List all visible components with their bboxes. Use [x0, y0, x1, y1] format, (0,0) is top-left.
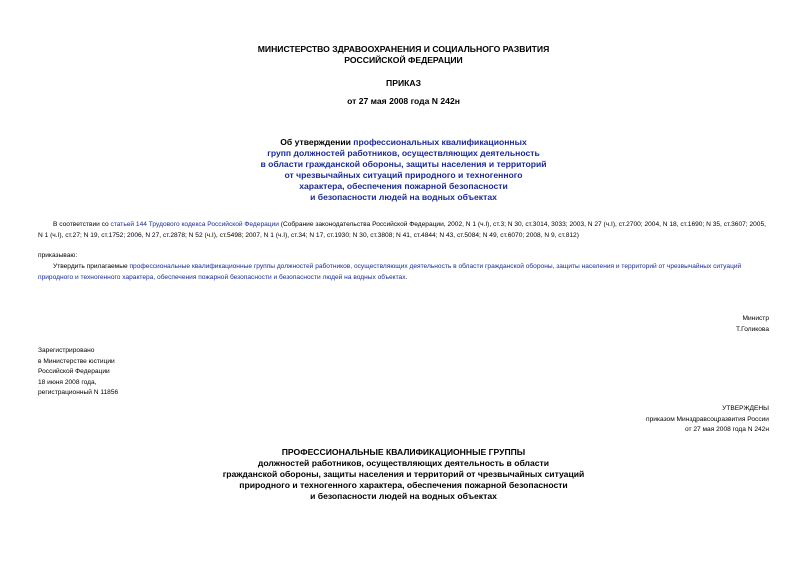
- registration-line: Российской Федерации: [38, 368, 110, 375]
- title-link-part[interactable]: в области гражданской обороны, защиты населения и территорий: [260, 159, 547, 169]
- ministry-heading: [0, 44, 807, 66]
- signature-name: Т.Голикова: [735, 325, 769, 333]
- annex-title: [0, 447, 807, 502]
- annex-title-line: и безопасности людей на водных объектах: [310, 491, 497, 501]
- registration-line: 18 июня 2008 года,: [38, 378, 97, 386]
- preamble-intro: В соответствии со: [53, 221, 111, 228]
- doc-date-number: от 27 мая 2008 года N 242н: [347, 96, 460, 106]
- title-link-part[interactable]: и безопасности людей на водных объектах: [310, 192, 497, 202]
- order-word: приказываю:: [38, 252, 78, 259]
- doc-type: ПРИКАЗ: [386, 78, 421, 88]
- annex-title-line: ПРОФЕССИОНАЛЬНЫЕ КВАЛИФИКАЦИОННЫЕ ГРУППЫ: [281, 447, 526, 457]
- registration-block: [38, 346, 118, 399]
- approved-word: УТВЕРЖДЕНЫ: [722, 405, 769, 412]
- approved-date: от 27 мая 2008 года N 242н: [684, 426, 769, 433]
- title-prefix: Об утверждении: [280, 137, 354, 147]
- annex-title-line: должностей работников, осуществляющих деятельность в области: [257, 458, 550, 468]
- signature-block: [736, 314, 769, 335]
- title-line: [0, 137, 807, 148]
- approved-by: приказом Минздравсоцразвития России: [646, 415, 769, 423]
- title-link-part[interactable]: профессиональных квалификационных: [353, 137, 527, 147]
- preamble-paragraph: [38, 220, 769, 241]
- order-intro: Утвердить прилагаемые: [53, 263, 130, 270]
- title-link-part[interactable]: групп должностей работников, осуществляющих деятельность: [267, 148, 540, 158]
- approval-block: [646, 404, 769, 436]
- annex-title-line: природного и техногенного характера, обеспечения пожарной безопасности: [239, 480, 568, 490]
- registration-line: регистрационный N 11856: [38, 389, 119, 396]
- labor-code-link[interactable]: статьей 144 Трудового кодекса Российской Федерации: [110, 221, 279, 228]
- annex-title-line: гражданской обороны, защиты населения и территорий от чрезвычайных ситуаций: [222, 469, 585, 479]
- title-link-part[interactable]: характера, обеспечения пожарной безопасности: [299, 181, 508, 191]
- order-title: [0, 137, 807, 203]
- preamble-text: (Собрание законодательства Российской Федерации, 2002, N 1 (ч.I), ст.3; N 30, ст.3014, 3033; 2003, N 27 (ч.I), ст.2700; 2004, N 18, ст.1690; N 35, ст.3607; 2005, N 1 (ч.I), ст.27; N 19, ст.1752; 2006, N 27, ст.2878; N 52 (ч.I), ст.5498; 2007, N 1 (ч.I), ст.34; N 17, ст.1930; N 30, ст.3808; N 41, ст.4844; N 43, ст.5084; N 49, ст.6070; 2008, N 9, ст.812): [38, 221, 766, 239]
- ministry-line: МИНИСТЕРСТВО ЗДРАВООХРАНЕНИЯ И СОЦИАЛЬНОГО РАЗВИТИЯ: [257, 44, 550, 54]
- ministry-line: РОССИЙСКОЙ ФЕДЕРАЦИИ: [344, 55, 463, 65]
- order-paragraph: [38, 262, 769, 283]
- order-end: .: [405, 273, 408, 281]
- signature-position: Министр: [742, 315, 769, 322]
- registration-line: в Министерстве юстиции: [38, 357, 115, 365]
- registration-line: Зарегистрировано: [38, 347, 95, 354]
- qualification-groups-link[interactable]: профессиональные квалификационные группы должностей работников, осуществляющих деятельность в области гражданской обороны, защиты населения и территорий от чрезвычайных ситуаций природного и техногенного характера, обеспечения пожарной безопасности и безопасности людей на водных объектах: [38, 263, 742, 281]
- title-link-part[interactable]: от чрезвычайных ситуаций природного и техногенного: [284, 170, 523, 180]
